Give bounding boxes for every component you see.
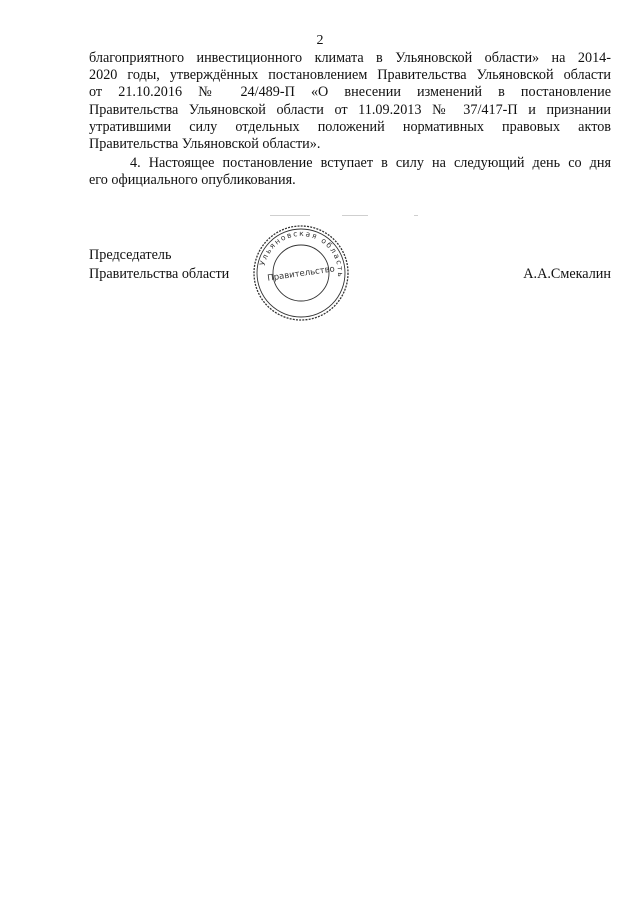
paragraph-clause-4 xyxy=(89,155,611,189)
signatory-name: А.А.Смекалин xyxy=(523,266,611,282)
signatory-position xyxy=(89,246,229,284)
seal-center-text: Правительство xyxy=(266,264,336,284)
text-line: его официального опубликования. xyxy=(89,172,296,189)
text-line: Правительства Ульяновской области». xyxy=(89,136,321,153)
text-line: Правительства Ульяновской области от 11.09.2013 № 37/417-П и признании xyxy=(89,101,611,118)
seal-outer-text: Ульяновская область xyxy=(257,228,346,279)
page-number: 2 xyxy=(316,33,324,48)
signatory-organization: Правительства области xyxy=(89,266,230,282)
seal-graphic xyxy=(252,224,350,322)
text-line: благоприятного инвестиционного климата в Ульяновской области» на 2014- xyxy=(89,50,611,66)
document-body xyxy=(89,50,611,190)
text-line: 2020 годы, утверждённых постановлением Правительства Ульяновской области xyxy=(89,67,611,84)
text-line: от 21.10.2016 № 24/489-П «О внесении изменений в постановление xyxy=(89,84,611,101)
official-seal xyxy=(252,224,350,322)
scan-artifact-marks xyxy=(270,215,430,218)
paragraph-continuation xyxy=(89,50,611,153)
text-line: 4. Настоящее постановление вступает в силу на следующий день со дня xyxy=(130,155,611,172)
signatory-title: Председатель xyxy=(89,247,172,263)
text-line: утратившими силу отдельных положений нормативных правовых актов xyxy=(89,118,611,135)
